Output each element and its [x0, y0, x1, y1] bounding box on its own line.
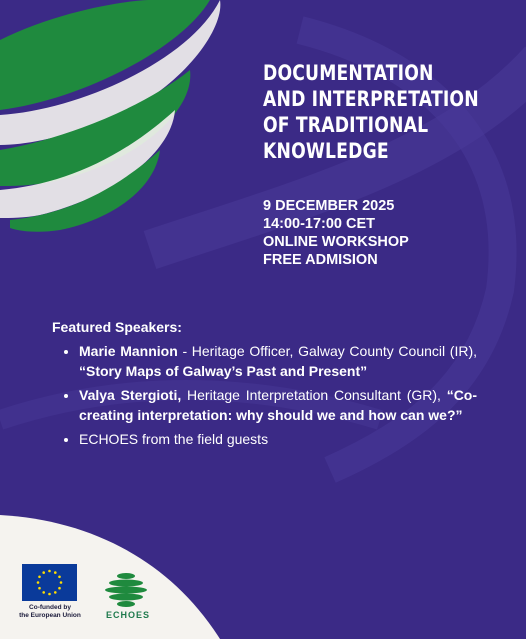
speaker-item	[79, 341, 477, 381]
event-title	[263, 60, 479, 164]
title-line: KNOWLEDGE	[263, 139, 389, 163]
echoes-logo-icon	[103, 572, 149, 608]
event-time: 14:00-17:00 CET	[263, 216, 376, 232]
speaker-name: Valya Stergioti,	[79, 387, 182, 403]
title-line: AND INTERPRETATION	[263, 87, 479, 111]
echoes-wordmark: ECHOES	[105, 610, 150, 620]
guest-text: ECHOES from the field guests	[79, 431, 269, 447]
speaker-item	[79, 385, 477, 425]
event-details	[263, 197, 409, 269]
eu-caption-line: Co-funded by	[29, 604, 71, 611]
speaker-talk: “Story Maps of Galway’s Past and Present”	[79, 363, 368, 379]
eu-flag-icon	[22, 564, 77, 601]
event-format: ONLINE WORKSHOP	[263, 234, 409, 250]
featured-speakers	[52, 317, 477, 453]
eu-caption-line: the European Union	[19, 612, 81, 619]
event-admission: FREE ADMISION	[263, 252, 378, 268]
speaker-item	[79, 429, 477, 449]
eu-cofunded-caption	[16, 604, 84, 620]
speakers-heading: Featured Speakers:	[52, 319, 182, 335]
speaker-role: Heritage Interpretation Consultant (GR),	[181, 387, 447, 403]
speaker-role: - Heritage Officer, Galway County Council (IR),	[177, 343, 477, 359]
title-line: DOCUMENTATION	[263, 61, 434, 85]
speaker-name: Marie Mannion	[79, 343, 178, 359]
eu-stars	[22, 564, 77, 601]
speaker-talk: “Co-creating interpretation: why should we and how can we?”	[79, 387, 478, 423]
title-line: OF TRADITIONAL	[263, 113, 429, 137]
event-date: 9 DECEMBER 2025	[263, 198, 395, 214]
speakers-list	[52, 341, 477, 449]
